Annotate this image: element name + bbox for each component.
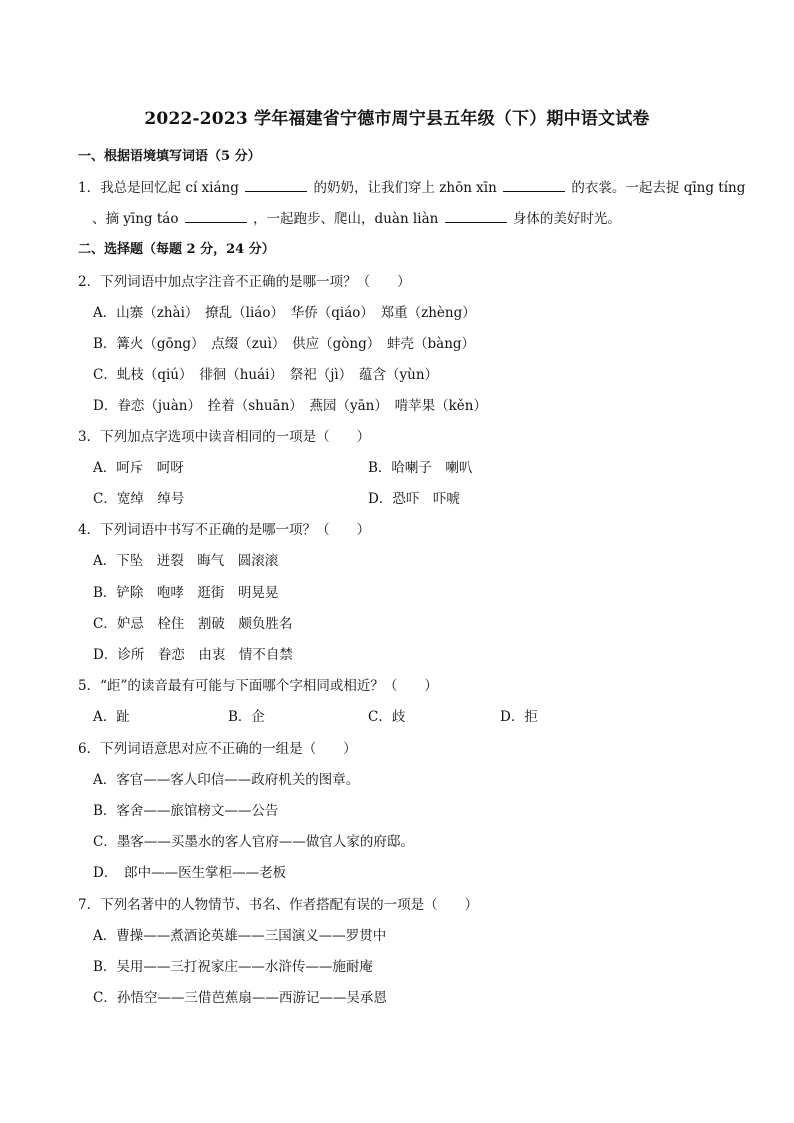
q6-option-d[interactable]: D． 郎中——医生掌柜——老板 xyxy=(93,865,287,881)
q6-option-b[interactable]: B．客舍——旅馆榜文——公告 xyxy=(93,803,279,819)
q1-blank-1[interactable] xyxy=(245,179,307,192)
q4-option-b[interactable]: B．铲除 咆哮 逛街 明晃晃 xyxy=(93,585,279,601)
q6-option-a[interactable]: A．客官——客人印信——政府机关的图章。 xyxy=(93,772,360,788)
q7-option-a[interactable]: A．曹操——煮酒论英雄——三国演义——罗贯中 xyxy=(93,928,387,944)
q4-option-d[interactable]: D．诊所 眷恋 由衷 情不自禁 xyxy=(93,647,293,663)
q6-stem: 6．下列词语意思对应不正确的一组是（ ） xyxy=(78,741,357,757)
q1-blank-2[interactable] xyxy=(503,179,565,192)
q4-stem: 4．下列词语中书写不正确的是哪一项？（ ） xyxy=(78,522,371,538)
page-title: 2022-2023 学年福建省宁德市周宁县五年级（下）期中语文试卷 xyxy=(144,109,650,129)
q4-option-c[interactable]: C．妒忌 栓住 割破 颇负胜名 xyxy=(93,616,293,632)
q6-option-c[interactable]: C．墨客——买墨水的客人官府——做官人家的府邸。 xyxy=(93,834,414,850)
q1-text-c: 的衣裳。一起去捉 qīng tíng xyxy=(571,180,746,196)
section1-heading: 一、根据语境填写词语（5 分） xyxy=(78,149,261,164)
q5-stem: 5．“歫”的读音最有可能与下面哪个字相同或相近？（ ） xyxy=(78,678,438,694)
q2-option-a[interactable]: A．山寨（zhài） 撩乱（liáo） 华侨（qiáo） 郑重（zhèng） xyxy=(93,305,476,321)
q4-option-a[interactable]: A．下坠 迸裂 晦气 圆滚滚 xyxy=(93,553,279,569)
q1-text-a: 1．我总是回忆起 cí xiáng xyxy=(78,180,239,196)
q5-option-d[interactable]: D．拒 xyxy=(500,709,538,725)
q7-stem: 7．下列名著中的人物情节、书名、作者搭配有误的一项是（ ） xyxy=(78,897,479,913)
q2-option-d[interactable]: D．眷恋（juàn） 拴着（shuān） 燕园（yān） 啃苹果（kěn） xyxy=(93,398,487,414)
q5-option-c[interactable]: C．歧 xyxy=(368,709,406,725)
q1-line1 xyxy=(78,176,745,196)
q3-option-b[interactable]: B．哈喇子 喇叭 xyxy=(368,460,473,476)
q1-text-d: 、摘 yīng táo xyxy=(92,211,179,227)
q7-option-c[interactable]: C．孙悟空——三借芭蕉扇——西游记——吴承恩 xyxy=(93,990,387,1006)
q7-option-b[interactable]: B．吴用——三打祝家庄——水浒传——施耐庵 xyxy=(93,959,373,975)
q1-text-f: 身体的美好时光。 xyxy=(512,211,621,227)
q1-blank-3[interactable] xyxy=(185,210,247,223)
q5-option-b[interactable]: B．企 xyxy=(228,709,265,725)
section2-heading: 二、选择题（每题 2 分，24 分） xyxy=(78,242,275,257)
q2-option-c[interactable]: C．虬枝（qiú） 徘徊（huái） 祭祀（jì） 蕴含（yùn） xyxy=(93,367,439,383)
q3-option-c[interactable]: C．宽绰 绰号 xyxy=(93,491,185,507)
q1-blank-4[interactable] xyxy=(445,210,507,223)
q5-option-a[interactable]: A．趾 xyxy=(93,709,130,725)
q3-option-a[interactable]: A．呵斥 呵呀 xyxy=(93,460,184,476)
q1-line2 xyxy=(92,207,621,227)
q2-stem: 2．下列词语中加点字注音不正确的是哪一项？（ ） xyxy=(78,274,411,290)
q1-text-e: ，一起跑步、爬山，duàn liàn xyxy=(253,211,439,227)
q3-stem: 3．下列加点字选项中读音相同的一项是（ ） xyxy=(78,429,371,445)
q1-text-b: 的奶奶，让我们穿上 zhōn xīn xyxy=(313,180,497,196)
q2-option-b[interactable]: B．篝火（gōng） 点缀（zuì） 供应（gòng） 蚌壳（bàng） xyxy=(93,336,476,352)
q3-option-d[interactable]: D．恐吓 吓唬 xyxy=(368,491,460,507)
